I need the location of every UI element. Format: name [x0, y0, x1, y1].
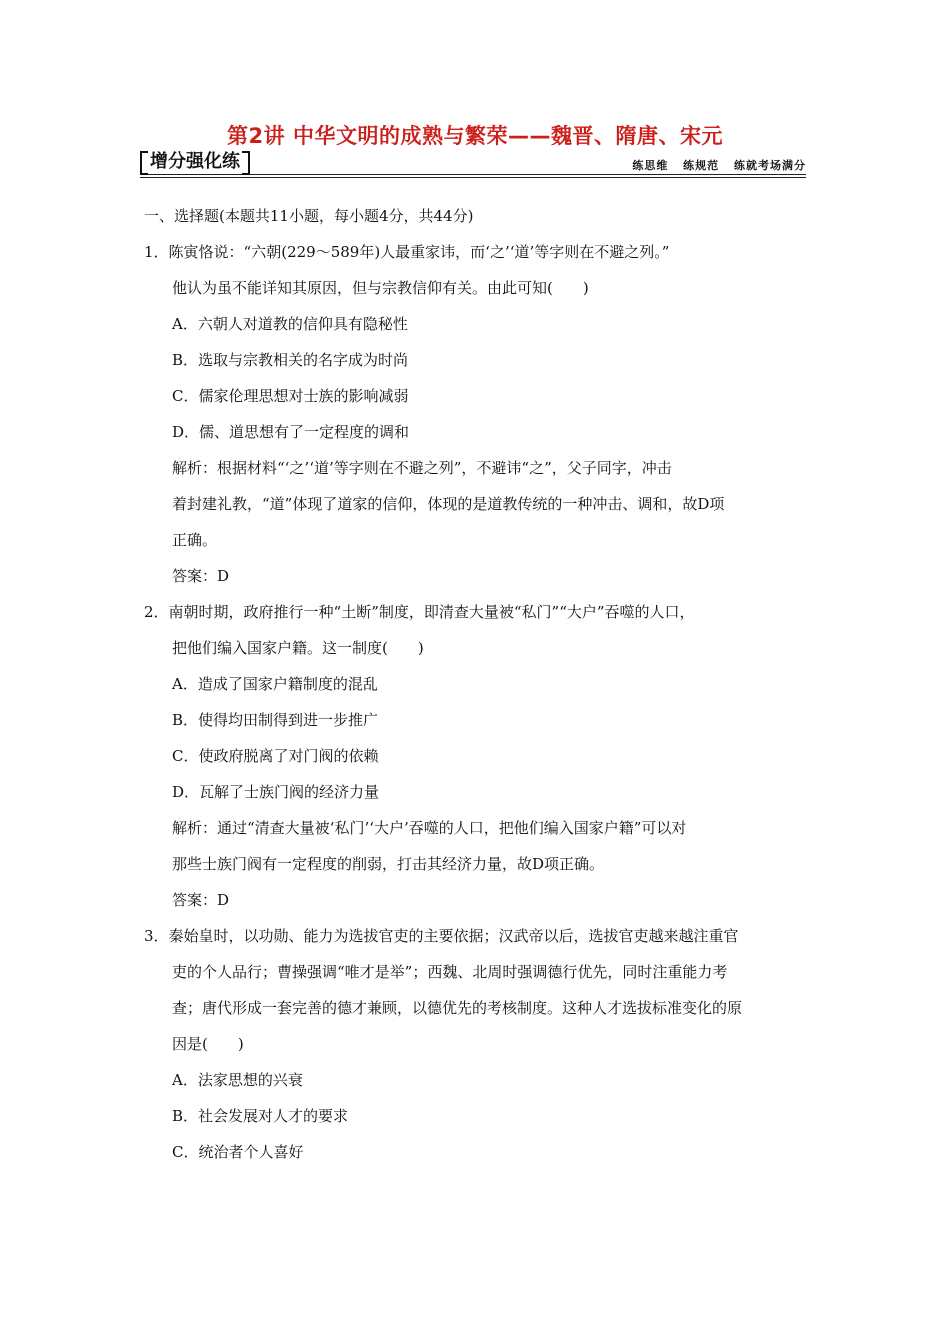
analysis-text: 正确。 — [172, 531, 218, 549]
option-c: C．统治者个人喜好 — [172, 1143, 304, 1161]
question-1 — [144, 234, 812, 594]
option-c: C．使政府脱离了对门阀的依赖 — [172, 747, 379, 765]
analysis-text: 解析：根据材料“‘之’‘道’等字则在不避之列”，不避讳“之”，父子同字，冲击 — [172, 459, 672, 477]
answer-text: 答案：D — [172, 567, 230, 585]
page-title: 第2讲 中华文明的成熟与繁荣——魏晋、隋唐、宋元 — [227, 124, 723, 148]
analysis-text: 解析：通过“清查大量被‘私门’‘大户’吞噬的人口，把他们编入国家户籍”可以对 — [172, 819, 687, 837]
practice-tag: 增分强化练 — [140, 150, 250, 174]
banner-rule-bottom — [140, 177, 806, 178]
option-d: D．瓦解了士族门阀的经济力量 — [172, 783, 380, 801]
slogan: 练思维 练规范 练就考场满分 — [632, 159, 806, 172]
question-text: 2．南朝时期，政府推行一种“土断”制度，即清查大量被“私门”“大户”吞噬的人口， — [144, 603, 695, 621]
question-text: 把他们编入国家户籍。这一制度( ) — [172, 639, 424, 657]
question-text: 吏的个人品行；曹操强调“唯才是举”；西魏、北周时强调德行优先，同时注重能力考 — [172, 963, 728, 981]
analysis-text: 那些士族门阀有一定程度的削弱，打击其经济力量，故D项正确。 — [172, 855, 605, 873]
option-b: B．使得均田制得到进一步推广 — [172, 711, 379, 729]
question-2 — [144, 594, 812, 918]
question-3 — [144, 918, 812, 1170]
option-b: B．选取与宗教相关的名字成为时尚 — [172, 351, 409, 369]
option-b: B．社会发展对人才的要求 — [172, 1107, 349, 1125]
answer-text: 答案：D — [172, 891, 230, 909]
option-a: A．六朝人对道教的信仰具有隐秘性 — [172, 315, 408, 333]
question-text: 因是( ) — [172, 1035, 244, 1053]
question-text: 查；唐代形成一套完善的德才兼顾，以德优先的考核制度。这种人才选拔标准变化的原 — [172, 999, 743, 1017]
section-heading: 一、选择题(本题共11小题，每小题4分，共44分) — [144, 207, 474, 225]
section-banner — [140, 150, 806, 176]
question-text: 3．秦始皇时，以功勋、能力为选拔官吏的主要依据；汉武帝以后，选拔官吏越来越注重官 — [144, 927, 739, 945]
document-body — [144, 198, 812, 1170]
option-d: D．儒、道思想有了一定程度的调和 — [172, 423, 410, 441]
banner-rule-top — [140, 174, 806, 175]
option-a: A．造成了国家户籍制度的混乱 — [172, 675, 378, 693]
option-a: A．法家思想的兴衰 — [172, 1071, 303, 1089]
question-text: 他认为虽不能详知其原因，但与宗教信仰有关。由此可知( ) — [172, 279, 589, 297]
question-text: 1．陈寅恪说：“六朝(229～589年)人最重家讳，而‘之’‘道’等字则在不避之列。” — [144, 243, 670, 261]
analysis-text: 着封建礼教，“道”体现了道家的信仰，体现的是道教传统的一种冲击、调和，故D项 — [172, 495, 725, 513]
option-c: C．儒家伦理思想对士族的影响减弱 — [172, 387, 409, 405]
